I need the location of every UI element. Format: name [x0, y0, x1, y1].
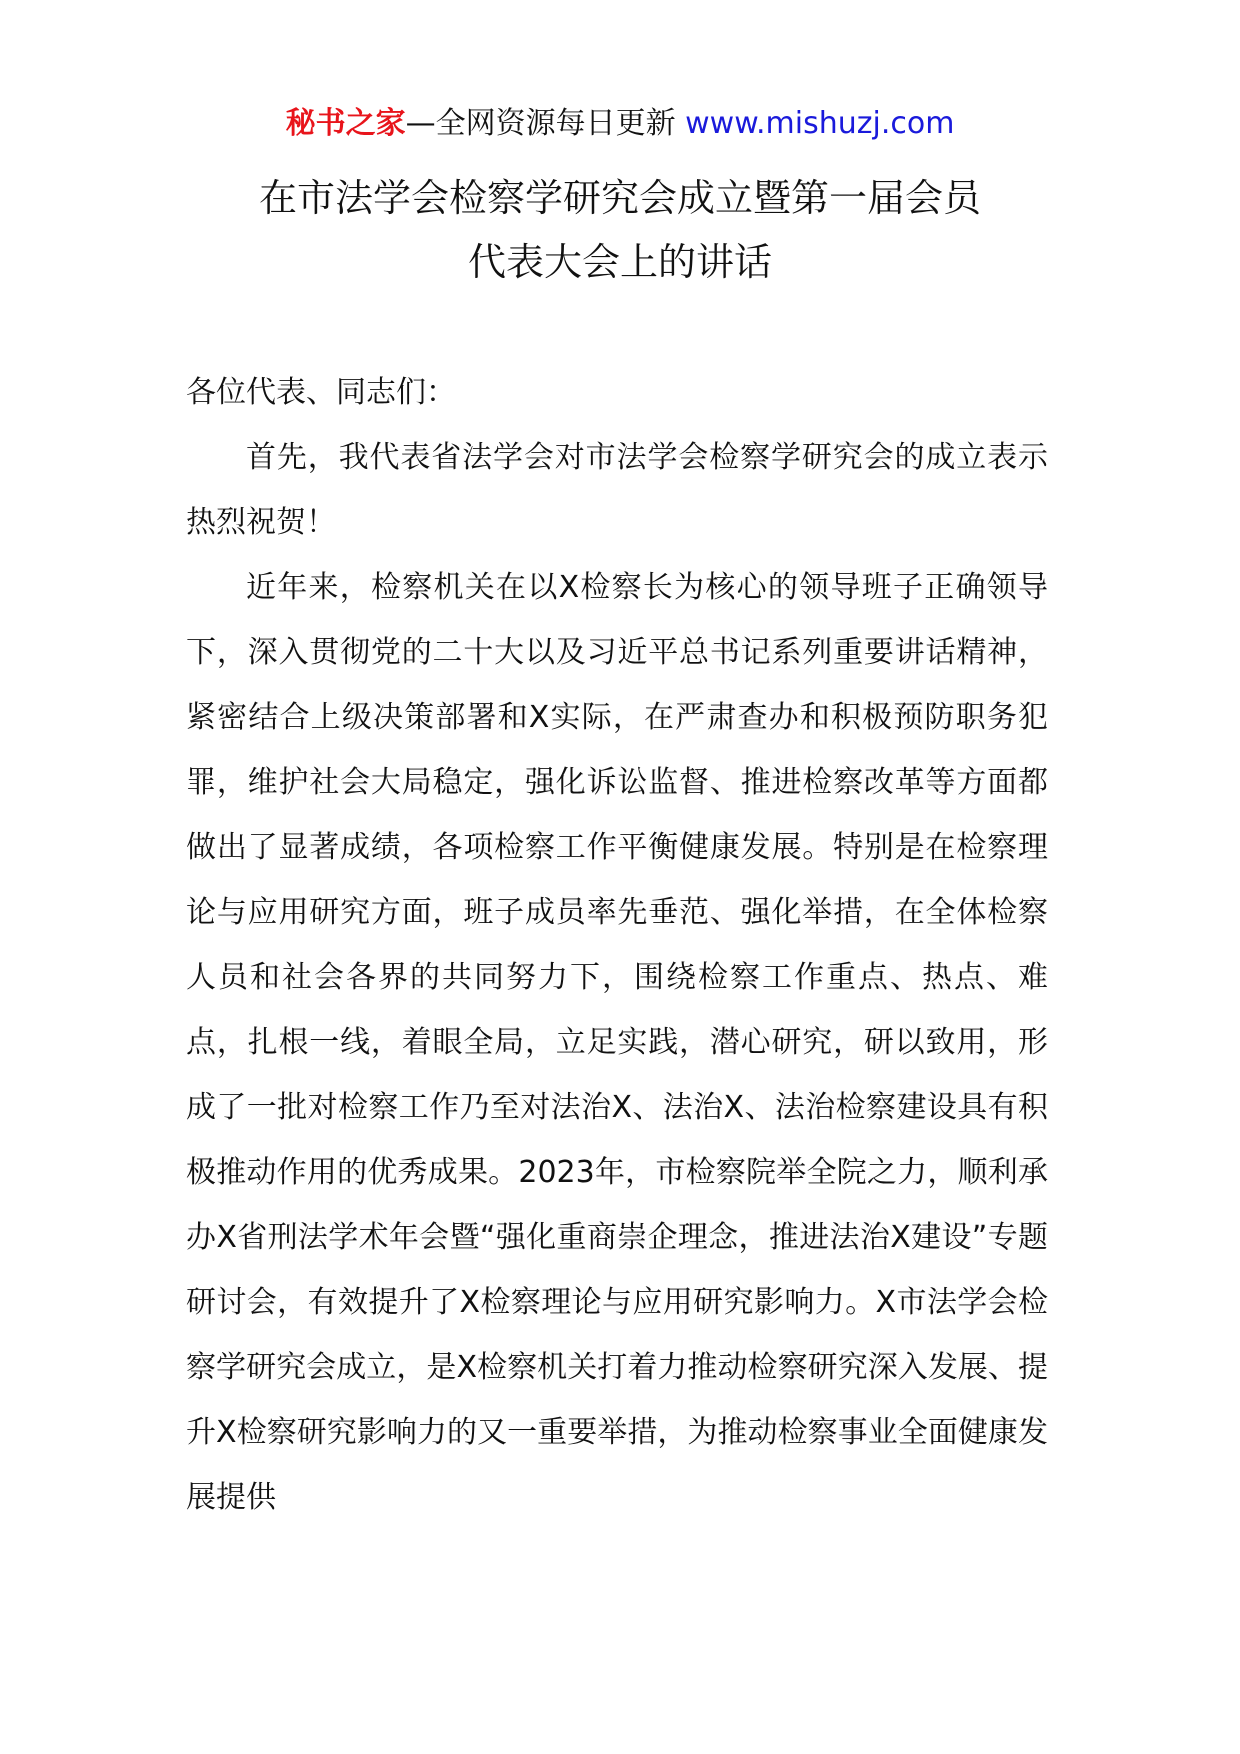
salutation: 各位代表、同志们： — [186, 375, 456, 410]
paragraph-2: 近年来，检察机关在以X检察长为核心的领导班子正确领导下，深入贯彻党的二十大以及习近平总书记系列重要讲话精神，紧密结合上级决策部署和X实际，在严肃查办和积极预防职务犯罪，维护社会大局稳定，强化诉讼监督、推进检察改革等方面都做出了显著成绩，各项检察工作平衡健康发展。特别是在检察理论与应用研究方面，班子成员率先垂范、强化举措，在全体检察人员和社会各界的共同努力下，围绕检察工作重点、热点、难点，扎根一线，着眼全局，立足实践，潜心研究，研以致用，形成了一批对检察工作乃至对法治X、法治X、法治检察建设具有积极推动作用的优秀成果。2023年，市检察院举全院之力，顺利承办X省刑法学术年会暨“强化重商崇企理念，推进法治X建设”专题研讨会，有效提升了X检察理论与应用研究影响力。X市法学会检察学研究会成立，是X检察机关打着力推动检察研究深入发展、提升X检察研究影响力的又一重要举措，为推动检察事业全面健康发展提供 — [186, 570, 1048, 1515]
document-body — [186, 360, 1048, 1530]
site-header — [0, 104, 1240, 144]
title-line-1: 在市法学会检察学研究会成立暨第一届会员 — [258, 176, 981, 220]
paragraph-1: 首先，我代表省法学会对市法学会检察学研究会的成立表示热烈祝贺！ — [186, 440, 1048, 540]
document-title — [0, 166, 1240, 294]
header-tagline: —全网资源每日更新 — [405, 106, 686, 141]
brand-name: 秘书之家 — [285, 106, 406, 141]
site-url-link[interactable]: www.mishuzj.com — [685, 106, 955, 141]
title-line-2: 代表大会上的讲话 — [467, 240, 772, 284]
